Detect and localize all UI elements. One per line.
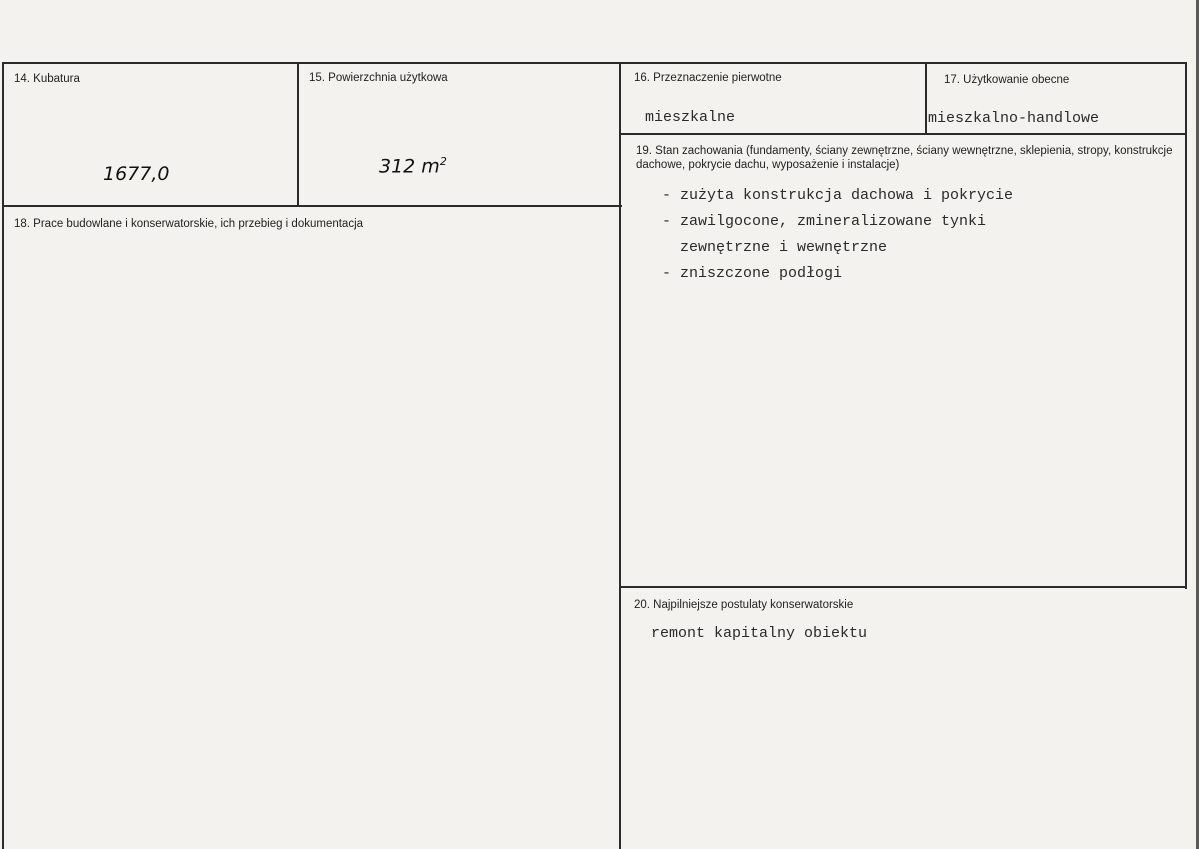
field-15-value-unit-exp: 2 — [439, 155, 447, 168]
main-column-divider — [619, 62, 621, 849]
field-17-label: 17. Użytkowanie obecne — [944, 74, 1070, 86]
left-border — [2, 62, 4, 849]
field-19-label: 19. Stan zachowania (fundamenty, ściany zewnętrzne, ściany wewnętrzne, sklepienia, stropy, konstrukcje dachowe, pokrycie dachu, wyposażenie i instalacje) — [636, 145, 1173, 171]
field-14-value: 1677,0 — [103, 163, 170, 185]
right-border — [1185, 62, 1187, 589]
field-15-label: 15. Powierzchnia użytkowa — [309, 72, 448, 84]
field-20-value: remont kapitalny obiektu — [651, 625, 868, 642]
field-20-label: 20. Najpilniejsze postulaty konserwatorskie — [634, 599, 854, 611]
field-18-label: 18. Prace budowlane i konserwatorskie, ich przebieg i dokumentacja — [14, 218, 364, 230]
field-19-list — [662, 183, 1013, 287]
field-19-item: - zniszczone podłogi — [662, 265, 843, 282]
field-17-value: mieszkalno-handlowe — [928, 110, 1100, 127]
field-19-item: - zużyta konstrukcja dachowa i pokrycie — [662, 187, 1014, 204]
divider-16-17 — [925, 62, 927, 135]
field-19-item: zewnętrzne i wewnętrzne — [662, 239, 888, 256]
row-divider-right-top — [620, 133, 1186, 135]
field-15-value — [379, 155, 447, 177]
field-16-label: 16. Przeznaczenie pierwotne — [634, 72, 782, 84]
field-19-item: - zawilgocone, zmineralizowane tynki — [662, 213, 987, 230]
field-16-value: mieszkalne — [645, 109, 736, 126]
divider-14-15 — [297, 62, 299, 207]
field-15-value-number: 312 m — [379, 155, 440, 178]
top-border — [2, 62, 1186, 64]
row-divider-right-mid — [620, 586, 1186, 588]
field-14-label: 14. Kubatura — [14, 73, 80, 85]
row-divider-left — [2, 205, 622, 207]
